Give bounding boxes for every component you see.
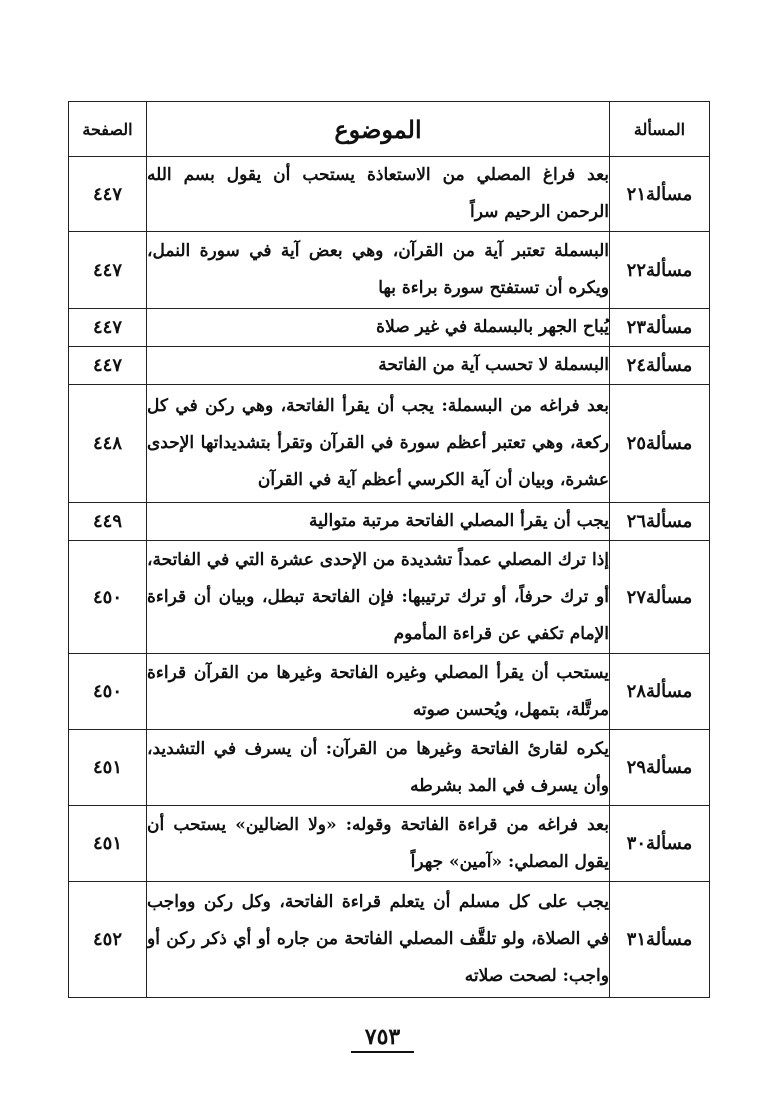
index-table bbox=[68, 101, 710, 998]
issue-cell: مسألة٢٧ bbox=[610, 541, 710, 654]
issue-cell: مسألة٢٦ bbox=[610, 503, 710, 541]
topic-cell: يجب أن يقرأ المصلي الفاتحة مرتبة متوالية bbox=[147, 503, 610, 541]
issue-cell: مسألة٢٣ bbox=[610, 309, 710, 347]
issue-cell: مسألة٢١ bbox=[610, 157, 710, 232]
table-row bbox=[69, 806, 710, 882]
table-row bbox=[69, 232, 710, 309]
issue-cell: مسألة٣٠ bbox=[610, 806, 710, 882]
page-cell: ٤٤٨ bbox=[69, 385, 147, 503]
table-row bbox=[69, 503, 710, 541]
topic-cell: يستحب أن يقرأ المصلي وغيره الفاتحة وغيرها من القرآن قراءة مرتَّلة، بتمهل، ويُحسن صوته bbox=[147, 654, 610, 730]
table-row bbox=[69, 541, 710, 654]
issue-cell: مسألة٢٥ bbox=[610, 385, 710, 503]
page-cell: ٤٤٩ bbox=[69, 503, 147, 541]
issue-cell: مسألة٢٤ bbox=[610, 347, 710, 385]
table-row bbox=[69, 385, 710, 503]
page-cell: ٤٤٧ bbox=[69, 232, 147, 309]
page-number bbox=[0, 1024, 765, 1050]
topic-cell: إذا ترك المصلي عمداً تشديدة من الإحدى عشرة التي في الفاتحة، أو ترك حرفاً، أو ترك ترتيبها: فإن الفاتحة تبطل، وبيان أن قراءة الإمام تكفي عن قراءة المأموم bbox=[147, 541, 610, 654]
issue-cell: مسألة٢٨ bbox=[610, 654, 710, 730]
page-cell: ٤٤٧ bbox=[69, 347, 147, 385]
table-header-row bbox=[69, 102, 710, 157]
table-row bbox=[69, 654, 710, 730]
header-topic: الموضوع bbox=[147, 102, 610, 157]
topic-cell: بعد فراغه من قراءة الفاتحة وقوله: «ولا الضالين» يستحب أن يقول المصلي: «آمين» جهراً bbox=[147, 806, 610, 882]
topic-cell: يكره لقارئ الفاتحة وغيرها من القرآن: أن يسرف في التشديد، وأن يسرف في المد بشرطه bbox=[147, 730, 610, 806]
topic-cell: بعد فراغه من البسملة: يجب أن يقرأ الفاتحة، وهي ركن في كل ركعة، وهي تعتبر أعظم سورة في القرآن وتقرأ بتشديداتها الإحدى عشرة، وبيان أن آية الكرسي أعظم آية في القرآن bbox=[147, 385, 610, 503]
issue-cell: مسألة٢٩ bbox=[610, 730, 710, 806]
topic-cell: يُباح الجهر بالبسملة في غير صلاة bbox=[147, 309, 610, 347]
page-cell: ٤٥٠ bbox=[69, 654, 147, 730]
header-issue: المسألة bbox=[610, 102, 710, 157]
table-row bbox=[69, 157, 710, 232]
page-cell: ٤٥١ bbox=[69, 730, 147, 806]
table-row bbox=[69, 730, 710, 806]
page-cell: ٤٤٧ bbox=[69, 157, 147, 232]
table-row bbox=[69, 882, 710, 998]
topic-cell: البسملة لا تحسب آية من الفاتحة bbox=[147, 347, 610, 385]
topic-cell: بعد فراغ المصلي من الاستعاذة يستحب أن يقول بسم الله الرحمن الرحيم سراً bbox=[147, 157, 610, 232]
page-cell: ٤٤٧ bbox=[69, 309, 147, 347]
topic-cell: يجب على كل مسلم أن يتعلم قراءة الفاتحة، وكل ركن وواجب في الصلاة، ولو تلقَّف المصلي الفاتحة من جاره أو أي ذكر ركن أو واجب: لصحت صلاته bbox=[147, 882, 610, 998]
issue-cell: مسألة٣١ bbox=[610, 882, 710, 998]
page-cell: ٤٥١ bbox=[69, 806, 147, 882]
topic-cell: البسملة تعتبر آية من القرآن، وهي بعض آية في سورة النمل، ويكره أن تستفتح سورة براءة بها bbox=[147, 232, 610, 309]
table-row bbox=[69, 347, 710, 385]
page-cell: ٤٥٢ bbox=[69, 882, 147, 998]
page-number-text: ٧٥٣ bbox=[351, 1024, 414, 1053]
issue-cell: مسألة٢٢ bbox=[610, 232, 710, 309]
page-cell: ٤٥٠ bbox=[69, 541, 147, 654]
header-page: الصفحة bbox=[69, 102, 147, 157]
table-row bbox=[69, 309, 710, 347]
